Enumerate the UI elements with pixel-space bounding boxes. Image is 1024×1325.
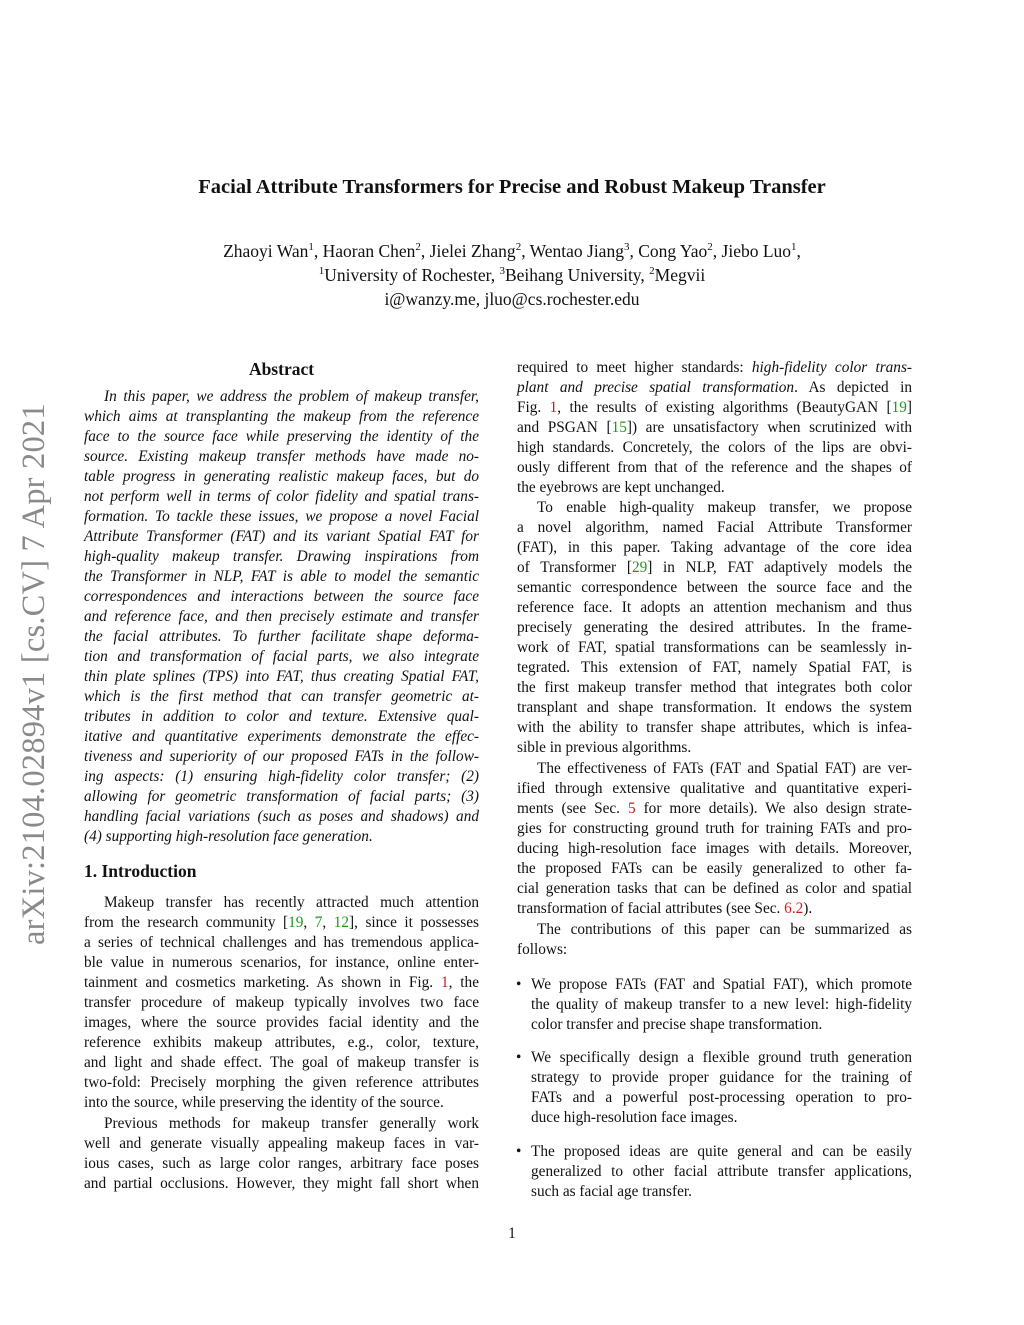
body-line: [84, 973, 479, 993]
abstract-line: Attribute Transformer (FAT) and its variant Spatial FAT for: [84, 528, 479, 545]
bullet-glyph: •: [516, 1049, 522, 1066]
bullet-line: We propose FATs (FAT and Spatial FAT), which promote: [531, 976, 912, 993]
abstract-line: (4) supporting high-resolution face generation.: [84, 828, 373, 845]
abstract-line: correspondences and interactions between the source face: [84, 588, 479, 605]
body-line: The effectiveness of FATs (FAT and Spatial FAT) are ver-: [537, 760, 912, 777]
text-run: ,: [322, 914, 334, 931]
body-line: transplant and shape transformation. It endows the system: [517, 699, 912, 716]
author: Wentao Jiang: [529, 241, 624, 261]
abstract-line: formation. To tackle these issues, we propose a novel Facial: [84, 508, 479, 525]
body-line: well and generate visually appealing makeup faces in var-: [84, 1135, 479, 1152]
body-line: ble value in numerous scenarios, for instance, online enter-: [84, 954, 479, 971]
emphasis: plant and precise spatial transformation: [517, 379, 795, 396]
figure-ref-link[interactable]: 1: [549, 399, 558, 416]
body-line: the proposed FATs can be easily generalized to other fa-: [517, 860, 912, 877]
section-heading-introduction: 1. Introduction: [84, 861, 197, 881]
body-line: and partial occlusions. However, they might fall short when: [84, 1175, 479, 1192]
text-run: Fig.: [517, 399, 550, 416]
author-list: Zhaoyi Wan$^1$, Haoran Chen$^2$, Jielei Zhang$^2$, Wentao Jiang$^3$, Cong Yao$^2$, Jiebo Luo$^1$,: [223, 241, 801, 261]
body-line: semantic correspondence between the source face and the: [517, 579, 912, 596]
affiliation-mark: 2: [707, 241, 713, 254]
body-line: [517, 378, 912, 398]
abstract-line: source. Existing makeup transfer methods have made no-: [84, 448, 479, 465]
bullet-line: such as facial age transfer.: [531, 1183, 692, 1200]
text-run: tainment and cosmetics marketing. As shown in Fig.: [84, 974, 441, 991]
citation-link[interactable]: 12: [333, 914, 350, 931]
abstract-line: the facial attributes. To further facilitate shape deforma-: [84, 628, 479, 645]
affiliation-mark: 3: [623, 241, 630, 254]
abstract-line: handling facial variations (such as poses and shadows) and: [84, 808, 479, 825]
arxiv-stamp: arXiv:2104.02894v1 [cs.CV] 7 Apr 2021: [16, 403, 52, 945]
body-line: Makeup transfer has recently attracted much attention: [104, 894, 479, 911]
abstract-line: thin plate splines (TPS) into FAT, thus creating Spatial FAT,: [84, 668, 479, 685]
abstract-line: itative and quantitative experiments demonstrate the effec-: [84, 728, 479, 745]
citation-link[interactable]: 7: [314, 914, 323, 931]
text-run: ,: [303, 914, 315, 931]
page-number: 1: [508, 1225, 516, 1242]
body-line: To enable high-quality makeup transfer, we propose: [537, 499, 912, 516]
body-line: into the source, while preserving the identity of the source.: [84, 1094, 444, 1111]
text-run: ]) are unsatisfactory when scrutinized with: [626, 419, 913, 436]
text-run: for more details). We also design strate-: [635, 800, 912, 817]
body-line: reference face. It adopts an attention mechanism and thus: [517, 599, 912, 616]
body-line: images, where the source provides facial identity and the: [84, 1014, 479, 1031]
abstract-line: face to the source face while preserving the identity of the: [84, 428, 479, 445]
text-run: from the research community [: [84, 914, 289, 931]
abstract-heading: Abstract: [248, 359, 315, 379]
affiliations: $^1$University of Rochester, $^3$Beihang University, $^2$Megvii: [318, 265, 706, 285]
abstract-line: which is the first method that can transfer geometric at-: [84, 688, 479, 705]
bullet-line: the quality of makeup transfer to a new level: high-fidelity: [531, 996, 912, 1013]
abstract-line: tributes in addition to color and texture. Extensive qual-: [84, 708, 479, 725]
abstract-line: table progress in generating realistic makeup faces, but do: [84, 468, 479, 485]
author: Zhaoyi Wan: [223, 241, 309, 261]
body-line: and light and shade effect. The goal of makeup transfer is: [84, 1054, 479, 1071]
bullet-glyph: •: [516, 976, 522, 993]
citation-link[interactable]: 19: [891, 399, 907, 416]
text-run: ], since it possesses: [349, 914, 479, 931]
body-line: with the ability to transfer shape attributes, which is infea-: [517, 719, 912, 736]
body-line: high standards. Concretely, the colors of the lips are obvi-: [517, 439, 912, 456]
emphasis: high-fidelity color trans-: [751, 359, 912, 376]
abstract-line: and reference face, and then precisely estimate and transfer: [84, 608, 479, 625]
text-run: required to meet higher standards:: [517, 359, 752, 376]
text-run: ments (see Sec.: [517, 800, 628, 817]
body-line: [517, 799, 912, 819]
body-line: the eyebrows are kept unchanged.: [517, 479, 725, 496]
body-line: gies for constructing ground truth for training FATs and pro-: [517, 820, 912, 837]
author: Haoran Chen: [322, 241, 416, 261]
body-line: two-fold: Precisely morphing the given reference attributes: [84, 1074, 479, 1091]
bullet-glyph: •: [516, 1143, 522, 1160]
body-line: sible in previous algorithms.: [517, 739, 692, 756]
text-run: ] in NLP, FAT adaptively models the: [647, 559, 913, 576]
body-line: [517, 358, 912, 378]
text-run: . As depicted in: [794, 379, 912, 396]
affiliation-mark: 1: [318, 265, 325, 278]
body-line: (FAT), in this paper. Taking advantage of the core idea: [517, 539, 912, 556]
citation-link[interactable]: 29: [631, 559, 648, 576]
abstract-line: not perform well in terms of color fidelity and spatial trans-: [84, 488, 479, 505]
body-line: cial generation tasks that can be defined as color and spatial: [517, 880, 912, 897]
section-ref-link[interactable]: 5: [627, 800, 636, 817]
citation-link[interactable]: 15: [611, 419, 627, 436]
text-run: ]: [906, 399, 912, 416]
author: Cong Yao: [638, 241, 708, 261]
text-run: , the: [448, 974, 479, 991]
abstract-line: ing aspects: (1) ensuring high-fidelity color transfer; (2): [84, 768, 479, 785]
body-line: [517, 899, 912, 919]
body-line: the first makeup transfer method that integrates both color: [517, 679, 912, 696]
affiliation-mark: 1: [308, 241, 314, 254]
abstract-line: In this paper, we address the problem of makeup transfer,: [104, 388, 479, 405]
bullet-line: duce high-resolution face images.: [531, 1109, 738, 1126]
text-run: transformation of facial attributes (see Sec.: [517, 900, 785, 917]
affiliation-mark: 2: [649, 265, 655, 278]
author: Jiebo Luo: [721, 241, 792, 261]
abstract-line: high-quality makeup transfer. Drawing inspirations from: [84, 548, 479, 565]
body-line: ducing high-resolution face images with details. Moreover,: [517, 840, 912, 857]
body-line: [84, 913, 479, 933]
abstract-line: allowing for geometric transformation of facial parts; (3): [84, 788, 479, 805]
body-line: a novel algorithm, named Facial Attribute Transformer: [517, 519, 912, 536]
affiliation-mark: 3: [499, 265, 505, 278]
bullet-line: The proposed ideas are quite general and can be easily: [531, 1143, 912, 1160]
body-line: ified through extensive qualitative and quantitative experi-: [517, 780, 912, 797]
author-emails: i@wanzy.me, jluo@cs.rochester.edu: [384, 289, 640, 309]
affiliation: Megvii: [654, 265, 706, 285]
bullet-line: generalized to other facial attribute transfer applications,: [531, 1163, 912, 1180]
bullet-line: FATs and a powerful post-processing operation to pro-: [531, 1089, 912, 1106]
bullet-line: strategy to provide proper guidance for the training of: [531, 1069, 912, 1086]
body-line: [517, 418, 912, 438]
figure-ref-link[interactable]: 1: [440, 974, 449, 991]
abstract-line: tiveness and superiority of our proposed FATs in the follow-: [84, 748, 479, 765]
paper-title: Facial Attribute Transformers for Precise and Robust Makeup Transfer: [198, 176, 826, 198]
affiliation: University of Rochester: [324, 265, 491, 285]
body-line: precisely generating the desired attributes. In the frame-: [517, 619, 912, 636]
body-line: a series of technical challenges and has tremendous applica-: [84, 934, 479, 951]
body-line: The contributions of this paper can be summarized as: [537, 921, 912, 938]
affiliation-mark: 2: [515, 241, 522, 254]
body-line: ious cases, such as large color ranges, arbitrary face poses: [84, 1155, 479, 1172]
author: Jielei Zhang: [429, 241, 516, 261]
body-line: reference exhibits makeup attributes, e.g., color, texture,: [84, 1034, 479, 1051]
body-line: follows:: [517, 941, 568, 958]
body-line: work of FAT, spatial transformations can be seamlessly in-: [517, 639, 912, 656]
section-ref-link[interactable]: 6.2: [784, 900, 804, 917]
abstract-line: the Transformer in NLP, FAT is able to model the semantic: [84, 568, 479, 585]
body-line: [517, 398, 912, 418]
affiliation-mark: 2: [415, 241, 421, 254]
body-line: transfer procedure of makeup typically involves two face: [84, 994, 479, 1011]
text-run: of Transformer [: [517, 559, 632, 576]
body-line: tegrated. This extension of FAT, namely Spatial FAT, is: [517, 659, 912, 676]
affiliation: Beihang University: [504, 265, 641, 285]
text-run: , the results of existing algorithms (BeautyGAN [: [557, 399, 892, 416]
text-run: ).: [803, 900, 813, 917]
bullet-line: color transfer and precise shape transformation.: [531, 1016, 823, 1033]
text-run: and PSGAN [: [517, 419, 612, 436]
body-line: [517, 558, 912, 578]
abstract-line: tion and transformation of facial parts, we also integrate: [84, 648, 479, 665]
abstract-line: which aims at transplanting the makeup from the reference: [84, 408, 479, 425]
bullet-line: We specifically design a flexible ground truth generation: [531, 1049, 912, 1066]
body-line: ously different from that of the reference and the shapes of: [517, 459, 912, 476]
body-line: Previous methods for makeup transfer generally work: [104, 1115, 479, 1132]
affiliation-mark: 1: [791, 241, 797, 254]
citation-link[interactable]: 19: [288, 914, 304, 931]
